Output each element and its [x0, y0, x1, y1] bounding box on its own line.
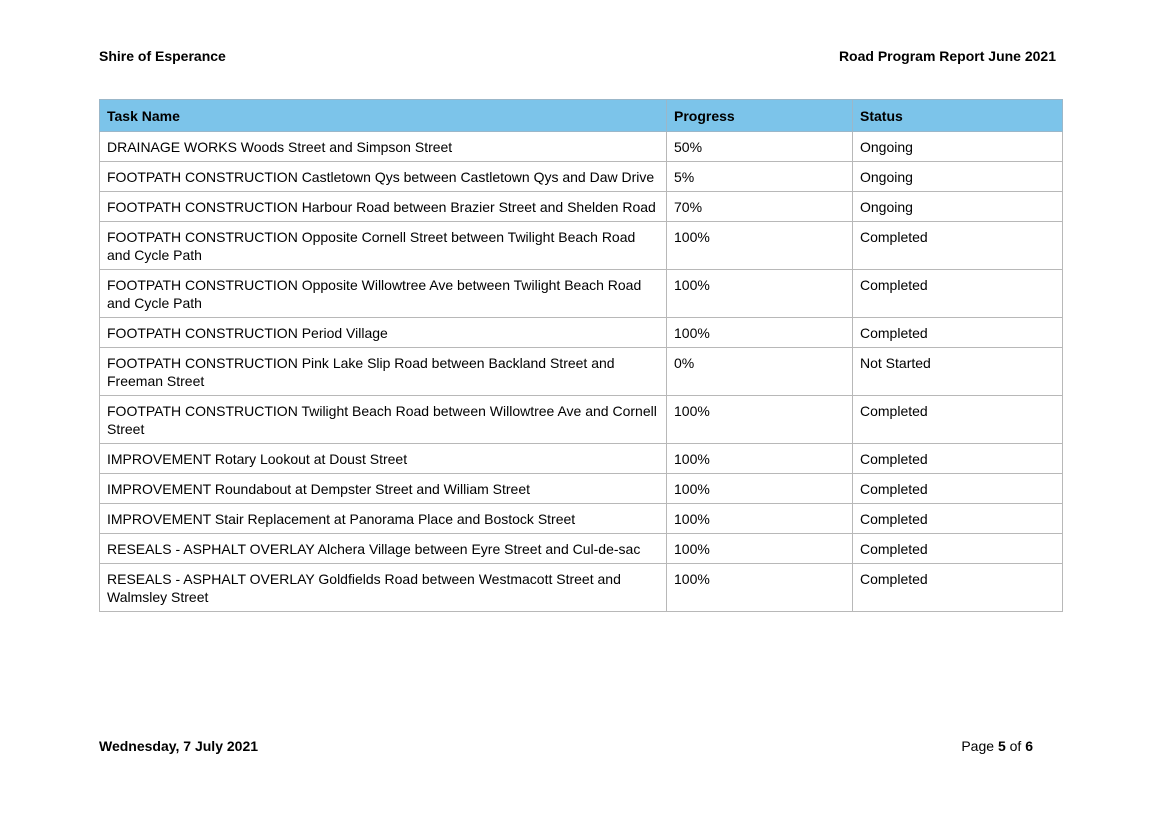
table-row — [100, 162, 1063, 192]
progress-cell: 100% — [667, 270, 853, 318]
task-name-cell: IMPROVEMENT Roundabout at Dempster Street and William Street — [100, 474, 667, 504]
task-name-cell: RESEALS - ASPHALT OVERLAY Alchera Village between Eyre Street and Cul-de-sac — [100, 534, 667, 564]
progress-cell: 100% — [667, 396, 853, 444]
page-total: 6 — [1025, 738, 1033, 754]
status-cell: Ongoing — [853, 192, 1063, 222]
status-cell: Not Started — [853, 348, 1063, 396]
table-row — [100, 348, 1063, 396]
status-cell: Completed — [853, 564, 1063, 612]
table-row — [100, 534, 1063, 564]
task-name-cell: FOOTPATH CONSTRUCTION Harbour Road between Brazier Street and Shelden Road — [100, 192, 667, 222]
task-name-cell: FOOTPATH CONSTRUCTION Opposite Cornell Street between Twilight Beach Road and Cycle Path — [100, 222, 667, 270]
column-header-task-name: Task Name — [100, 100, 667, 132]
organization-name: Shire of Esperance — [99, 48, 226, 64]
status-cell: Ongoing — [853, 132, 1063, 162]
table-row — [100, 504, 1063, 534]
status-cell: Completed — [853, 318, 1063, 348]
table-row — [100, 474, 1063, 504]
road-program-table — [99, 99, 1063, 612]
progress-cell: 100% — [667, 222, 853, 270]
progress-cell: 100% — [667, 504, 853, 534]
status-cell: Completed — [853, 270, 1063, 318]
status-cell: Completed — [853, 222, 1063, 270]
progress-cell: 100% — [667, 564, 853, 612]
task-name-cell: FOOTPATH CONSTRUCTION Twilight Beach Road between Willowtree Ave and Cornell Street — [100, 396, 667, 444]
table-row — [100, 396, 1063, 444]
status-cell: Completed — [853, 534, 1063, 564]
task-name-cell: RESEALS - ASPHALT OVERLAY Goldfields Road between Westmacott Street and Walmsley Street — [100, 564, 667, 612]
progress-cell: 0% — [667, 348, 853, 396]
table-row — [100, 270, 1063, 318]
page-number — [961, 738, 1033, 754]
progress-cell: 70% — [667, 192, 853, 222]
task-name-cell: IMPROVEMENT Rotary Lookout at Doust Street — [100, 444, 667, 474]
table-row — [100, 132, 1063, 162]
page-of: of — [1009, 738, 1022, 754]
status-cell: Completed — [853, 474, 1063, 504]
column-header-progress: Progress — [667, 100, 853, 132]
progress-cell: 100% — [667, 474, 853, 504]
task-name-cell: FOOTPATH CONSTRUCTION Castletown Qys between Castletown Qys and Daw Drive — [100, 162, 667, 192]
status-cell: Completed — [853, 396, 1063, 444]
report-date: Wednesday, 7 July 2021 — [99, 738, 259, 754]
task-name-cell: IMPROVEMENT Stair Replacement at Panorama Place and Bostock Street — [100, 504, 667, 534]
page-prefix: Page — [961, 738, 995, 754]
task-name-cell: FOOTPATH CONSTRUCTION Period Village — [100, 318, 667, 348]
task-name-cell: FOOTPATH CONSTRUCTION Pink Lake Slip Road between Backland Street and Freeman Street — [100, 348, 667, 396]
progress-cell: 5% — [667, 162, 853, 192]
report-title: Road Program Report June 2021 — [838, 48, 1056, 64]
status-cell: Completed — [853, 444, 1063, 474]
status-cell: Completed — [853, 504, 1063, 534]
task-name-cell: FOOTPATH CONSTRUCTION Opposite Willowtree Ave between Twilight Beach Road and Cycle Path — [100, 270, 667, 318]
progress-cell: 50% — [667, 132, 853, 162]
table-header-row — [100, 100, 1063, 132]
page-current: 5 — [997, 738, 1006, 754]
table-row — [100, 318, 1063, 348]
status-cell: Ongoing — [853, 162, 1063, 192]
progress-cell: 100% — [667, 444, 853, 474]
progress-cell: 100% — [667, 318, 853, 348]
table-row — [100, 222, 1063, 270]
table-row — [100, 192, 1063, 222]
progress-cell: 100% — [667, 534, 853, 564]
table-row — [100, 444, 1063, 474]
table-row — [100, 564, 1063, 612]
task-name-cell: DRAINAGE WORKS Woods Street and Simpson Street — [100, 132, 667, 162]
column-header-status: Status — [853, 100, 1063, 132]
